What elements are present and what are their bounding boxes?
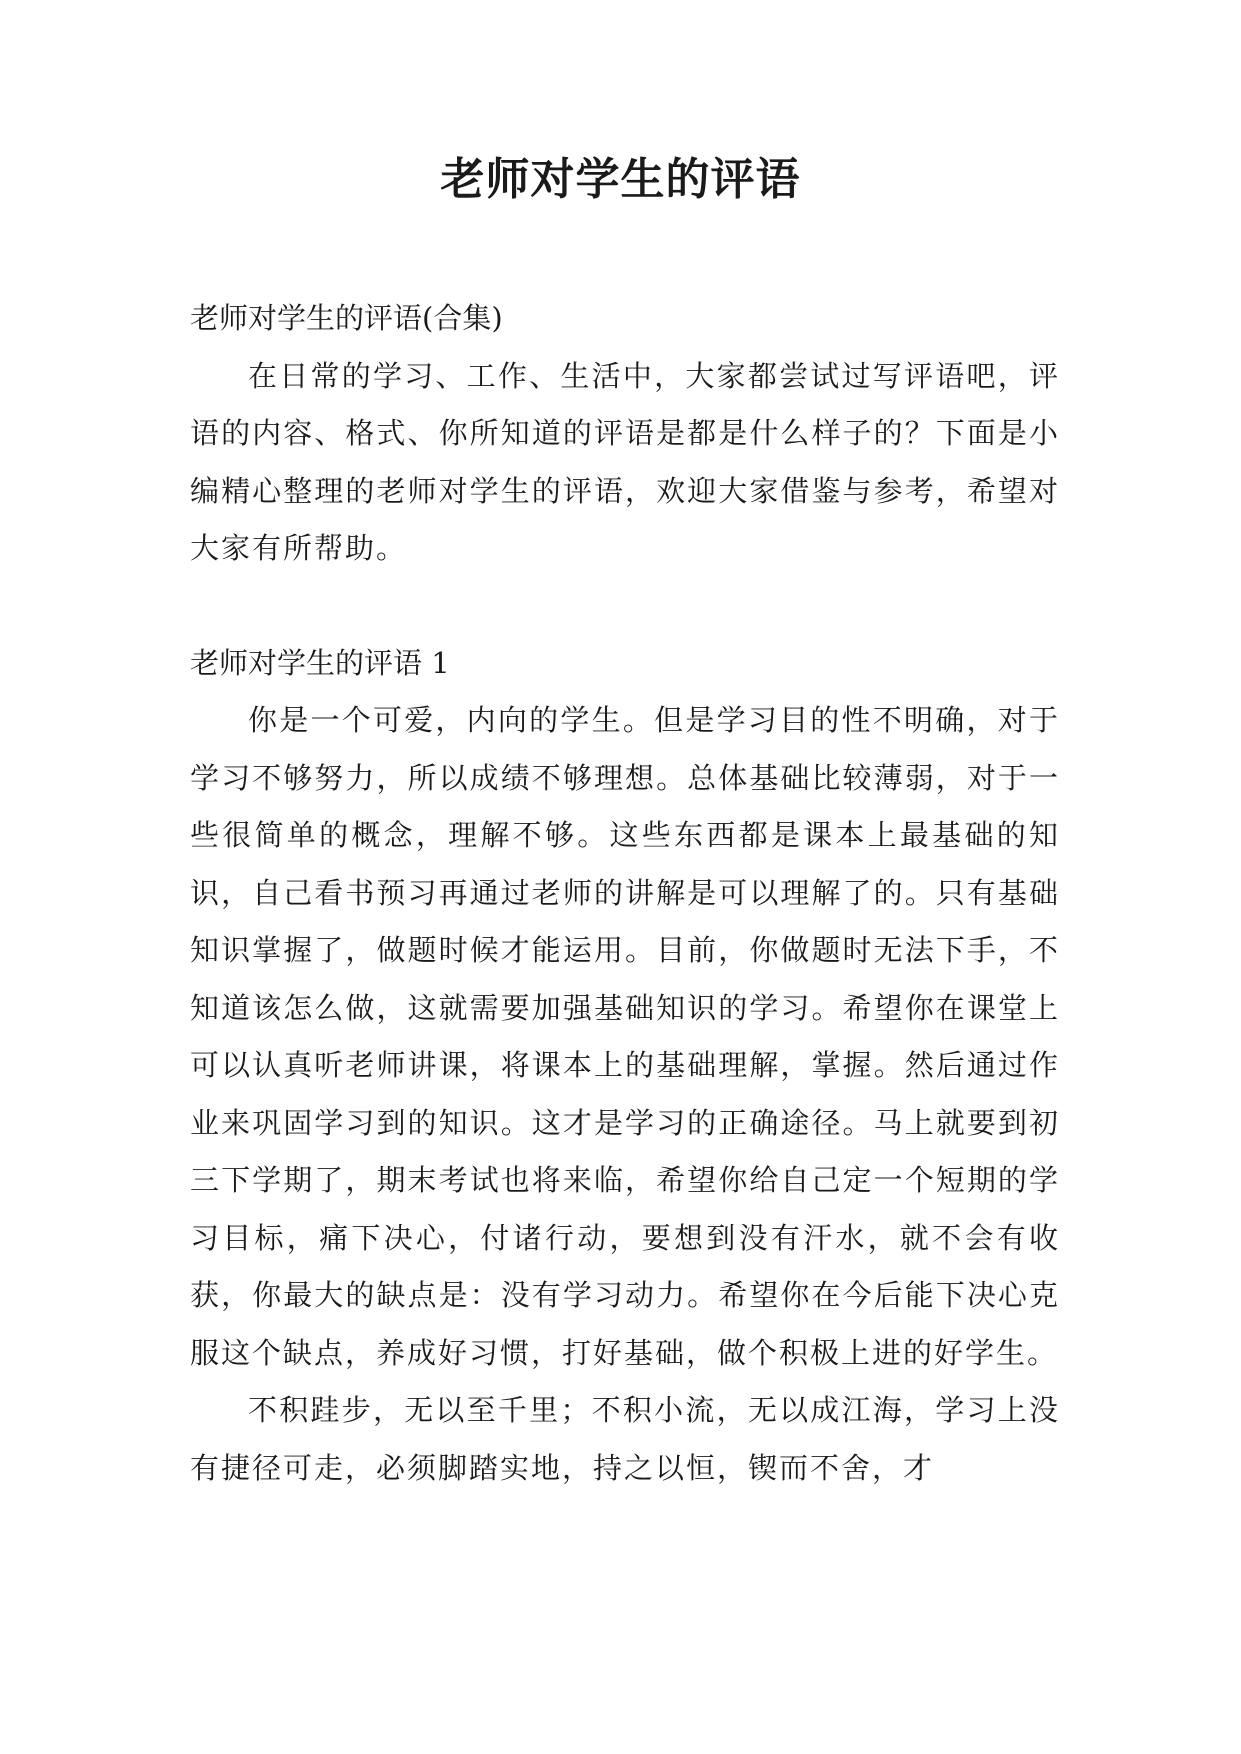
section-heading: 老师对学生的评语 1 [190, 645, 450, 680]
body-paragraph: 不积跬步，无以至千里；不积小流，无以成江海，学习上没有捷径可走，必须脚踏实地，持之以恒，锲而不舍，才 [190, 1393, 1060, 1485]
section-1 [190, 635, 1060, 1498]
document-title: 老师对学生的评语 [440, 154, 801, 205]
intro-paragraph: 在日常的学习、工作、生活中，大家都尝试过写评语吧，评语的内容、格式、你所知道的评语是都是什么样子的？下面是小编精心整理的老师对学生的评语，欢迎大家借鉴与参考，希望对大家有所帮助。 [190, 358, 1060, 565]
document-body [190, 290, 1060, 1497]
body-paragraph: 你是一个可爱，内向的学生。但是学习目的性不明确，对于学习不够努力，所以成绩不够理想。总体基础比较薄弱，对于一些很简单的概念，理解不够。这些东西都是课本上最基础的知识，自己看书预习再通过老师的讲解是可以理解了的。只有基础知识掌握了，做题时候才能运用。目前，你做题时无法下手，不知道该怎么做，这就需要加强基础知识的学习。希望你在课堂上可以认真听老师讲课，将课本上的基础理解，掌握。然后通过作业来巩固学习到的知识。这才是学习的正确途径。马上就要到初三下学期了，期末考试也将来临，希望你给自己定一个短期的学习目标，痛下决心，付诸行动，要想到没有汗水，就不会有收获，你最大的缺点是：没有学习动力。希望你在今后能下决心克服这个缺点，养成好习惯，打好基础，做个积极上进的好学生。 [190, 703, 1060, 1370]
document-subtitle: 老师对学生的评语(合集) [190, 301, 503, 335]
